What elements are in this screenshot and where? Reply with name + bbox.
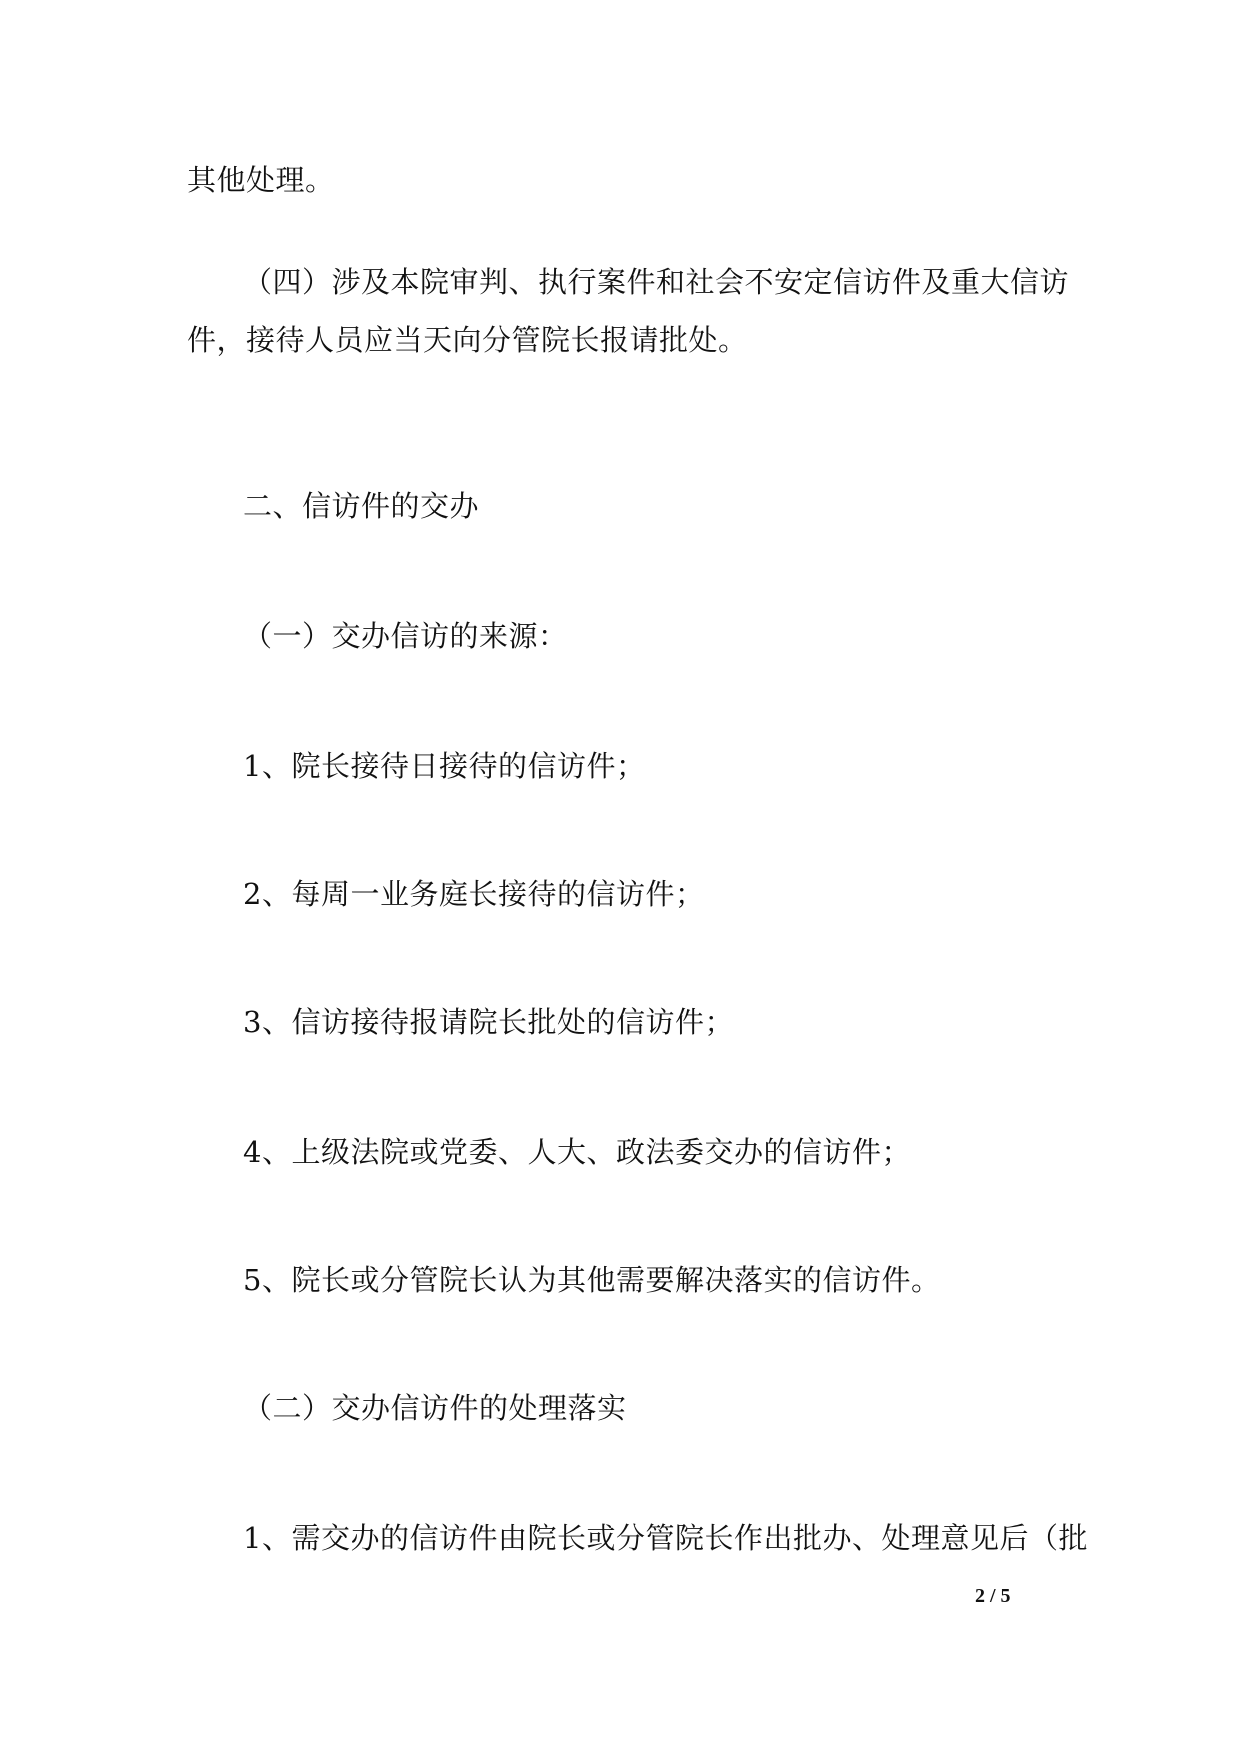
list-item: 3、信访接待报请院长批处的信访件； <box>243 1005 734 1039</box>
subsection-heading: （一）交办信访的来源： <box>243 619 568 653</box>
list-item: 5、院长或分管院长认为其他需要解决落实的信访件。 <box>243 1263 941 1297</box>
list-item: 4、上级法院或党委、人大、政法委交办的信访件； <box>243 1135 911 1169</box>
paragraph-line: 其他处理。 <box>187 163 335 197</box>
subsection-heading: （二）交办信访件的处理落实 <box>243 1391 627 1425</box>
paragraph-line: 件，接待人员应当天向分管院长报请批处。 <box>187 323 748 357</box>
section-heading: 二、信访件的交办 <box>243 489 480 523</box>
paragraph-line: （四）涉及本院审判、执行案件和社会不安定信访件及重大信访 <box>243 265 1070 299</box>
list-item: 1、需交办的信访件由院长或分管院长作出批办、处理意见后（批 <box>243 1521 1088 1555</box>
list-item: 1、院长接待日接待的信访件； <box>243 749 646 783</box>
page-number: 2 / 5 <box>975 1585 1011 1607</box>
list-item: 2、每周一业务庭长接待的信访件； <box>243 877 705 911</box>
